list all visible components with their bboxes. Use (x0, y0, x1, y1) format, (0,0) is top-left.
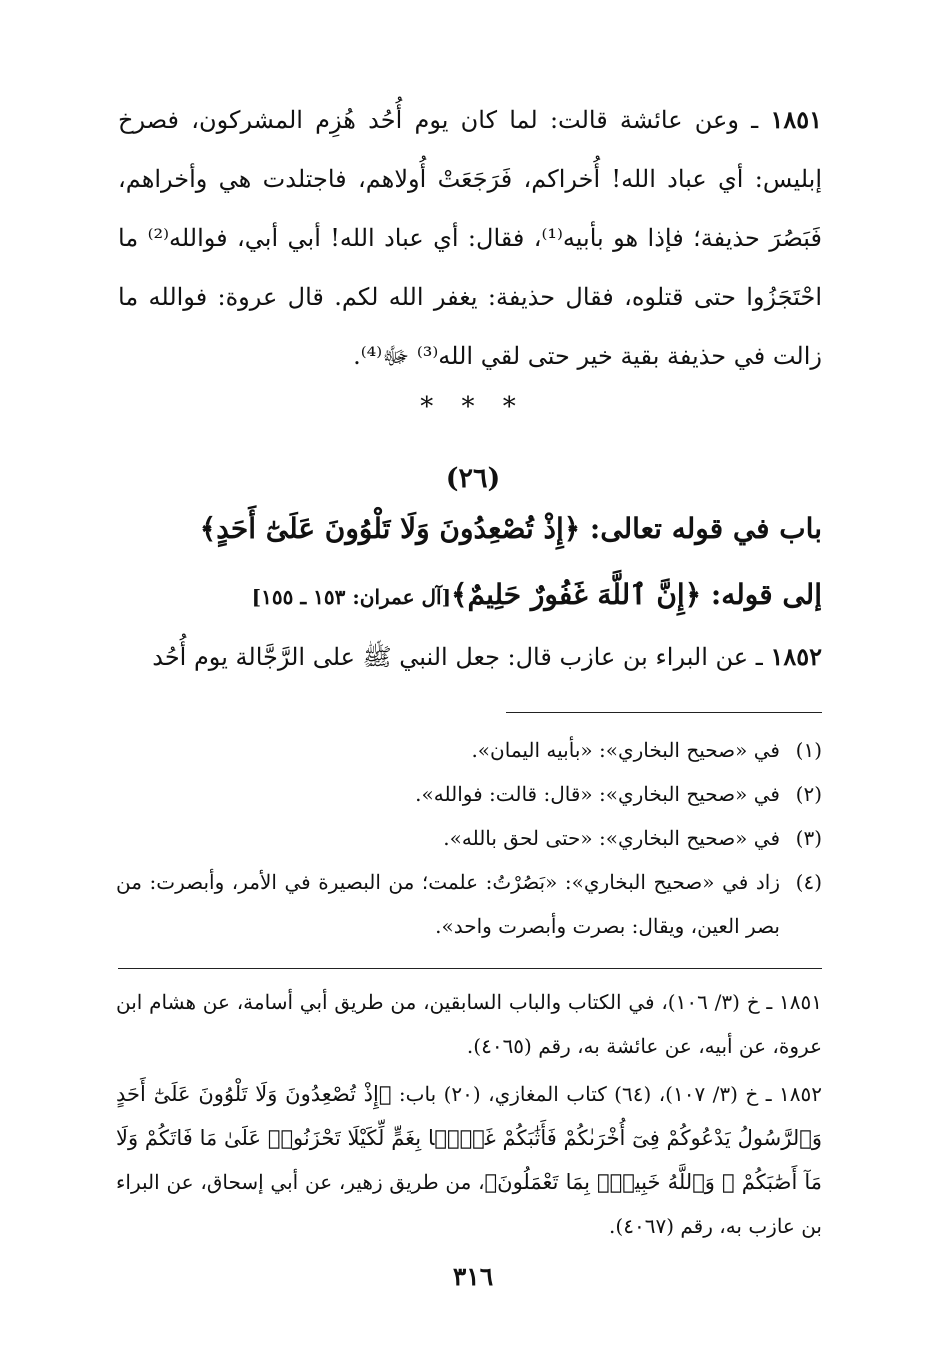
chapter-title-verse-end: إلى قوله: ﴿إِنَّ ٱللَّهَ غَفُورٌ حَلِيمٌ﴾ (451, 578, 822, 611)
hadith-text: ـ عن البراء بن عازب قال: جعل النبي ﷺ على الرَّجَّالة يوم أُحُد (152, 643, 763, 671)
chapter-title-line-2 (118, 578, 822, 611)
footnote-number: (١) (795, 738, 822, 762)
chapter-number: (٢٦) (445, 463, 501, 494)
quran-reference: [آل عمران: ١٥٣ ـ ١٥٥] (251, 585, 452, 609)
footnote-number: (٢) (795, 782, 822, 806)
source-item-1852 (116, 1072, 822, 1248)
page-number: ٣١٦ (452, 1262, 494, 1291)
hadith-number: ١٨٥١ (770, 105, 822, 134)
section-separator: * * * (420, 392, 526, 422)
footnote-item (116, 860, 822, 948)
hadith-number: ١٨٥٢ (770, 642, 822, 671)
footnotes-list (116, 728, 822, 948)
sources-divider (118, 968, 822, 969)
footnote-text: في «صحيح البخاري»: «قال: قالت: فوالله». (415, 782, 780, 806)
footnote-item (116, 772, 822, 816)
footnote-item (116, 816, 822, 860)
quran-verse: ﴿إِذْ تُصْعِدُونَ وَلَا تَلْوُونَ عَلَىٰٓ أَحَدٍ وَٱلرَّسُولُ يَدْعُوكُمْ فِىٓ أُخْرَىٰكُمْ فَأَثَٰبَكُمْ غَمًّۢا بِغَمٍّ لِّكَيْلَا تَحْزَنُوا۟ عَلَىٰ مَا فَاتَكُمْ وَلَا مَآ أَصَٰبَكُمْ ۗ وَٱللَّهُ خَبِيرٌۢ بِمَا تَعْمَلُونَ﴾ (116, 1082, 823, 1194)
source-item-1851: ١٨٥١ ـ خ (٣/ ١٠٦)، في الكتاب والباب السابقين، من طريق أبي أسامة، عن هشام ابن عروة، عن أبيه، عن عائشة به، رقم (٤٠٦٥). (116, 990, 822, 1058)
hadith-1852-paragraph (118, 642, 822, 677)
source-text-start: ١٨٥٢ ـ خ (٣/ ١٠٧)، (٦٤) كتاب المغازي، (٢٠) باب: (391, 1082, 823, 1106)
footnote-text: في «صحيح البخاري»: «بأبيه اليمان». (471, 738, 780, 762)
footnote-divider (506, 712, 822, 713)
sources-list (116, 980, 822, 1252)
footnote-number: (٤) (795, 870, 822, 894)
footnote-number: (٣) (795, 826, 822, 850)
hadith-1851-paragraph (118, 90, 822, 386)
source-text-end: ، من طريق زهير، عن أبي إسحاق، عن البراء بن عازب به، رقم (٤٠٦٧). (116, 1170, 822, 1238)
footnote-item (116, 728, 822, 772)
hadith-text: ـ وعن عائشة قالت: لما كان يوم أُحُد هُزِم المشركون، فصرخ إبليس: أي عباد الله! أُخراكم، فَرَجَعَتْ أُولاهم، فاجتلدت هي وأخراهم، فَبَصُرَ حذيفة؛ فإذا هو بأبيه⁽¹⁾، فقال: أي عباد الله! أبي أبي، فوالله⁽²⁾ ما احْتَجَزُوا حتى قتلوه، فقال حذيفة: يغفر الله لكم. قال عروة: فوالله ما زالت في حذيفة بقية خير حتى لقي الله⁽³⁾ ﷻ⁽⁴⁾. (118, 106, 823, 370)
chapter-title-line-1: باب في قوله تعالى: ﴿إِذْ تُصْعِدُونَ وَلَا تَلْوُونَ عَلَىٰٓ أَحَدٍ﴾ (199, 512, 822, 545)
footnote-text: في «صحيح البخاري»: «حتى لحق بالله». (443, 826, 780, 850)
footnote-text: زاد في «صحيح البخاري»: «بَصُرْتُ: علمت؛ من البصيرة في الأمر، وأبصرت: من بصر العين، ويقال: بصرت وأبصرت واحد». (116, 870, 780, 938)
